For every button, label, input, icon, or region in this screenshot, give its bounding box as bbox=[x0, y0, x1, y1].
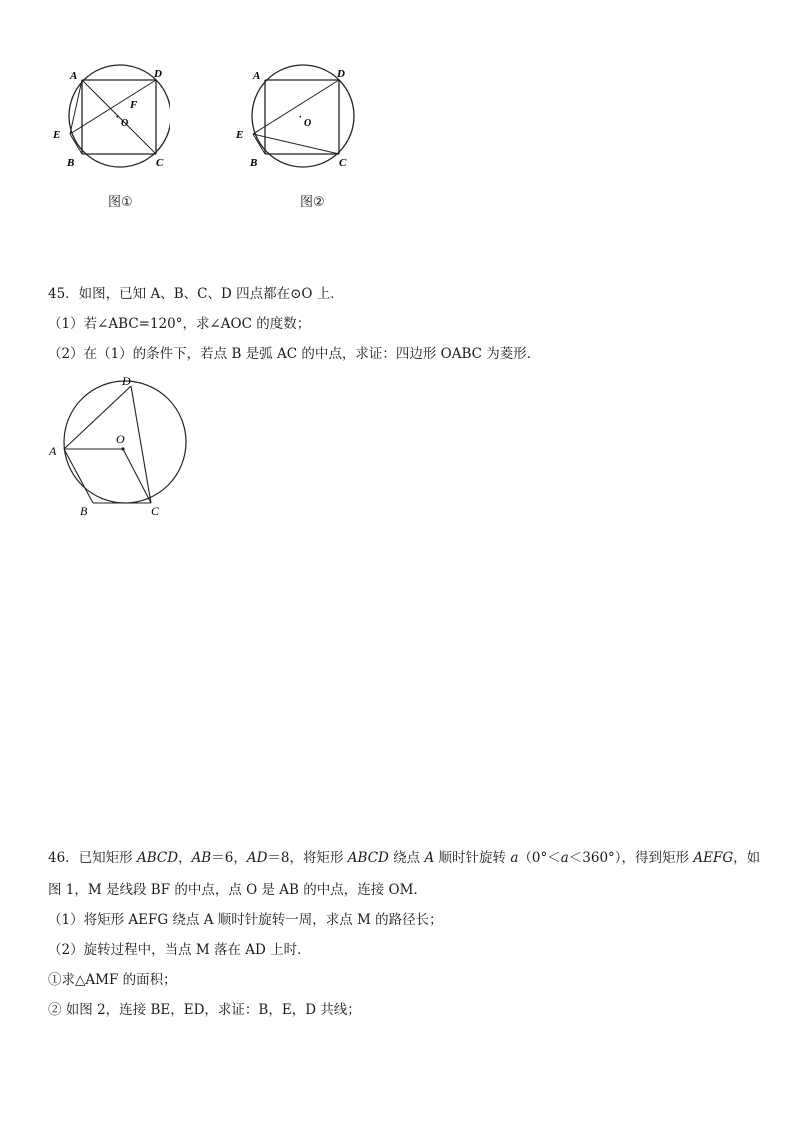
fig1-label-f: F bbox=[130, 99, 138, 111]
figure-1-diagram bbox=[50, 62, 170, 174]
figure-2-caption: 图② bbox=[300, 195, 325, 210]
fig1-label-o: O bbox=[121, 118, 129, 129]
q46-text-1e: 绕点 bbox=[388, 850, 425, 866]
fig2-label-dot: · bbox=[299, 112, 302, 123]
fig1-label-dot: · bbox=[116, 112, 119, 123]
q46-ad-label: AD bbox=[246, 850, 268, 866]
q46-ab-label: AB bbox=[191, 850, 212, 866]
fig45-circle bbox=[64, 381, 186, 503]
fig2-label-o: O bbox=[304, 118, 312, 129]
q45-part-2: （2）在（1）的条件下，若点 B 是弧 AC 的中点，求证：四边形 OABC 为菱形． bbox=[48, 346, 541, 362]
fig1-diag-ac bbox=[82, 80, 156, 154]
fig1-seg-eb bbox=[70, 134, 82, 154]
fig1-label-a: A bbox=[70, 70, 78, 82]
figure-45-diagram bbox=[44, 370, 194, 520]
q46-rect-name: ABCD bbox=[136, 850, 179, 866]
fig1-label-b: B bbox=[67, 157, 75, 169]
fig1-seg-ed bbox=[70, 80, 156, 134]
q46-text-1f: 顺时针旋转 bbox=[434, 850, 511, 866]
q46-text-1a: 46．已知矩形 bbox=[48, 850, 137, 866]
q46-text-1h: ＜360°），得到矩形 bbox=[568, 850, 694, 866]
q46-text-1c: ＝6， bbox=[211, 850, 247, 866]
figure-2 bbox=[233, 62, 363, 174]
q46-line-2: 图 1，M 是线段 BF 的中点，点 O 是 AB 的中点，连接 OM． bbox=[48, 882, 427, 898]
q46-rect-name-2: ABCD bbox=[347, 850, 389, 866]
fig1-label-d: D bbox=[154, 68, 162, 80]
fig45-label-d: D bbox=[122, 374, 131, 388]
q46-line-1 bbox=[48, 849, 760, 867]
fig1-label-e: E bbox=[53, 129, 61, 141]
fig2-seg-eb bbox=[253, 134, 265, 154]
fig2-label-b: B bbox=[250, 157, 258, 169]
fig45-label-o: O bbox=[116, 432, 125, 446]
figure-45 bbox=[44, 370, 194, 520]
q45-part-1: （1）若∠ABC=120°，求∠AOC 的度数； bbox=[48, 316, 311, 332]
fig2-label-d: D bbox=[337, 68, 345, 80]
q46-text-1b: ， bbox=[178, 850, 192, 866]
figure-1-caption: 图① bbox=[108, 195, 133, 210]
q46-sub-1: ①求△AMF 的面积； bbox=[48, 972, 177, 988]
q46-part-1: （1）将矩形 AEFG 绕点 A 顺时针旋转一周，求点 M 的路径长； bbox=[48, 912, 443, 928]
fig45-seg-dc bbox=[131, 386, 151, 503]
q46-alpha: a bbox=[510, 850, 519, 866]
fig45-label-a: A bbox=[49, 444, 57, 458]
fig1-seg-ae bbox=[70, 80, 82, 134]
q46-text-1g: （0°＜ bbox=[518, 850, 561, 866]
fig1-label-c: C bbox=[156, 157, 164, 169]
fig2-label-c: C bbox=[339, 157, 347, 169]
q45-stem: 45．如图，已知 A、B、C、D 四点都在⊙O 上． bbox=[48, 286, 344, 302]
fig45-label-c: C bbox=[151, 504, 160, 518]
fig2-label-a: A bbox=[253, 70, 261, 82]
q46-part-2: （2）旋转过程中，当点 M 落在 AD 上时． bbox=[48, 942, 311, 958]
fig2-label-e: E bbox=[236, 129, 244, 141]
fig2-seg-ed bbox=[253, 80, 339, 134]
fig45-label-b: B bbox=[80, 504, 88, 518]
fig45-seg-ab bbox=[64, 449, 93, 503]
q46-rect-new: AEFG bbox=[693, 850, 734, 866]
q46-text-1i: ，如 bbox=[733, 850, 761, 866]
q46-sub-2: ② 如图 2，连接 BE，ED，求证：B，E，D 共线； bbox=[48, 1002, 361, 1018]
q46-text-1d: ＝8，将矩形 bbox=[267, 850, 348, 866]
figure-2-diagram bbox=[233, 62, 363, 174]
q46-alpha-2: a bbox=[560, 850, 569, 866]
figure-1 bbox=[50, 62, 170, 174]
q46-point-a: A bbox=[424, 850, 435, 866]
fig45-center-dot bbox=[121, 447, 124, 450]
